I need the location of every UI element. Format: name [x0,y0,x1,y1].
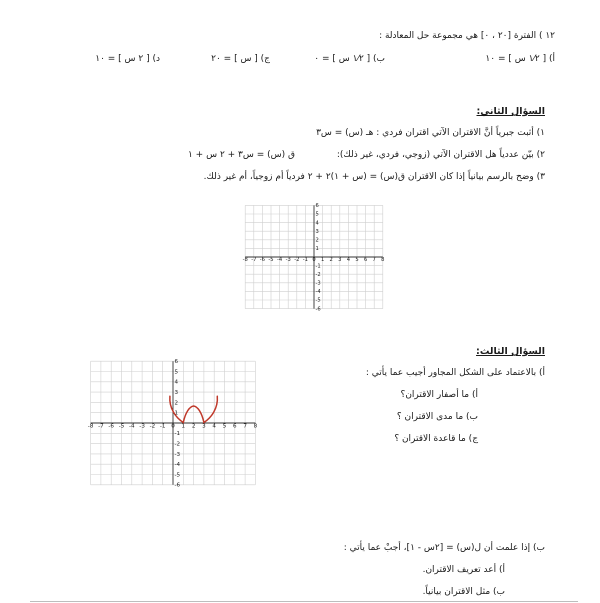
q12-text: الفترة [٢٠ ، ٠] هي مجموعة حل المعادلة : [379,31,537,41]
x-tick-label: 7 [243,423,247,430]
x-tick-label: -4 [129,423,135,430]
x-tick-label: 4 [212,423,216,430]
coordinate-grid-1 [238,201,390,313]
x-tick-label: 0 [312,257,316,264]
x-tick-label: -3 [285,257,291,264]
x-tick-label: -6 [108,423,114,430]
q2-title: السؤال الثاني: [476,106,545,117]
x-tick-label: 1 [181,423,186,430]
q12-option-d[interactable]: د) [ ٢ س ] = ١٠ [95,54,160,64]
y-tick-label: 5 [174,369,179,376]
q3-part-b-item-1: أ) أعد تعريف الاقتران. [422,565,505,575]
x-tick-label: 3 [202,423,206,430]
y-tick-label: 2 [174,400,179,407]
x-tick-label: 6 [363,257,368,264]
y-tick-label: -2 [315,271,321,278]
q3-part-a-item-1: أ) ما أصفار الاقتران؟ [400,390,478,400]
x-tick-label: -1 [302,257,308,264]
q3-part-a-intro: أ) بالاعتماد على الشكل المجاور أجيب عما يأتي : [365,368,545,378]
q3-part-a-item-3: ج) ما قاعدة الاقتران ؟ [394,434,478,444]
x-tick-label: -8 [242,257,248,264]
x-tick-label: -2 [294,257,300,264]
q3-title: السؤال الثالث: [476,346,545,357]
y-tick-label: 1 [315,246,319,253]
y-tick-label: -3 [174,451,181,458]
q3-part-a-item-2: ب) ما مدى الاقتران ؟ [396,412,478,422]
q3-part-b-item-2: ب) مثل الاقتران بيانياً. [422,587,505,597]
x-tick-label: -4 [277,257,283,264]
y-tick-label: 2 [315,237,319,244]
x-tick-label: 4 [346,257,351,264]
x-tick-label: -1 [159,423,166,430]
x-tick-label: -2 [149,423,156,430]
coordinate-grid-2 [82,356,264,490]
y-tick-label: 6 [174,359,179,366]
q12-option-b[interactable]: ب) [ ١⁄٢ س ] = ٠ [314,54,385,64]
y-tick-label: -3 [315,280,321,287]
x-tick-label: 5 [355,257,359,264]
x-tick-label: 6 [233,423,237,430]
q12-number: ١٢ ) [538,31,555,41]
y-tick-label: -4 [315,289,321,296]
x-tick-label: -7 [98,423,104,430]
x-tick-label: -8 [87,423,94,430]
x-tick-label: 8 [253,423,258,430]
y-tick-label: 4 [174,379,179,386]
y-tick-label: -1 [315,263,321,270]
y-tick-label: 6 [315,203,319,210]
x-tick-label: -3 [139,423,145,430]
x-tick-label: 8 [381,257,385,264]
q3-part-b-intro: ب) إذا علمت أن ل(س) = [٢س - ١]، أجبْ عما يأتي : [343,543,545,553]
y-tick-label: -1 [174,431,181,438]
y-tick-label: -6 [174,482,181,489]
y-tick-label: 1 [174,410,179,417]
y-tick-label: -5 [315,297,321,304]
q12-option-a[interactable]: أ) [ ١⁄٢ س ] = ١٠ [485,54,555,64]
y-tick-label: 5 [315,211,319,218]
x-tick-label: 3 [338,257,342,264]
y-tick-label: 3 [174,389,179,396]
y-tick-label: 3 [315,228,319,235]
q2-item-2: ٢) بيّن عددياً هل الاقتران الآتي (زوجي، فردي، غير ذلك): [336,150,545,160]
bottom-divider [30,601,578,602]
x-tick-label: -7 [251,257,257,264]
q12-option-c[interactable]: ج) [ س ] = ٢٠ [211,54,270,64]
x-tick-label: 7 [372,257,376,264]
x-tick-label: 1 [320,257,325,264]
y-tick-label: -4 [174,462,181,469]
q2-item-1: ١) أثبت جبرياً أنَّ الاقتران الآتي اقتران فردي : هـ (س) = س٣ [316,128,545,138]
y-tick-label: 4 [315,220,319,227]
x-tick-label: 2 [329,257,333,264]
y-tick-label: -2 [174,441,181,448]
x-tick-label: 2 [191,423,196,430]
q12-stem [379,30,555,42]
q2-item-3: ٣) وضح بالرسم بيانياً إذا كان الاقتران ق(س) = (س + ١)٢ + ٢ فردياً أم زوجياً، أم غير ذلك. [203,172,545,182]
x-tick-label: -6 [259,257,265,264]
y-tick-label: -6 [315,306,321,313]
q2-item-2-formula: ق (س) = س٣ + ٢ س + ١ [187,150,295,160]
x-tick-label: -5 [118,423,125,430]
y-tick-label: -5 [174,472,181,479]
x-tick-label: 5 [222,423,227,430]
x-tick-label: 0 [171,423,175,430]
x-tick-label: -5 [268,257,274,264]
